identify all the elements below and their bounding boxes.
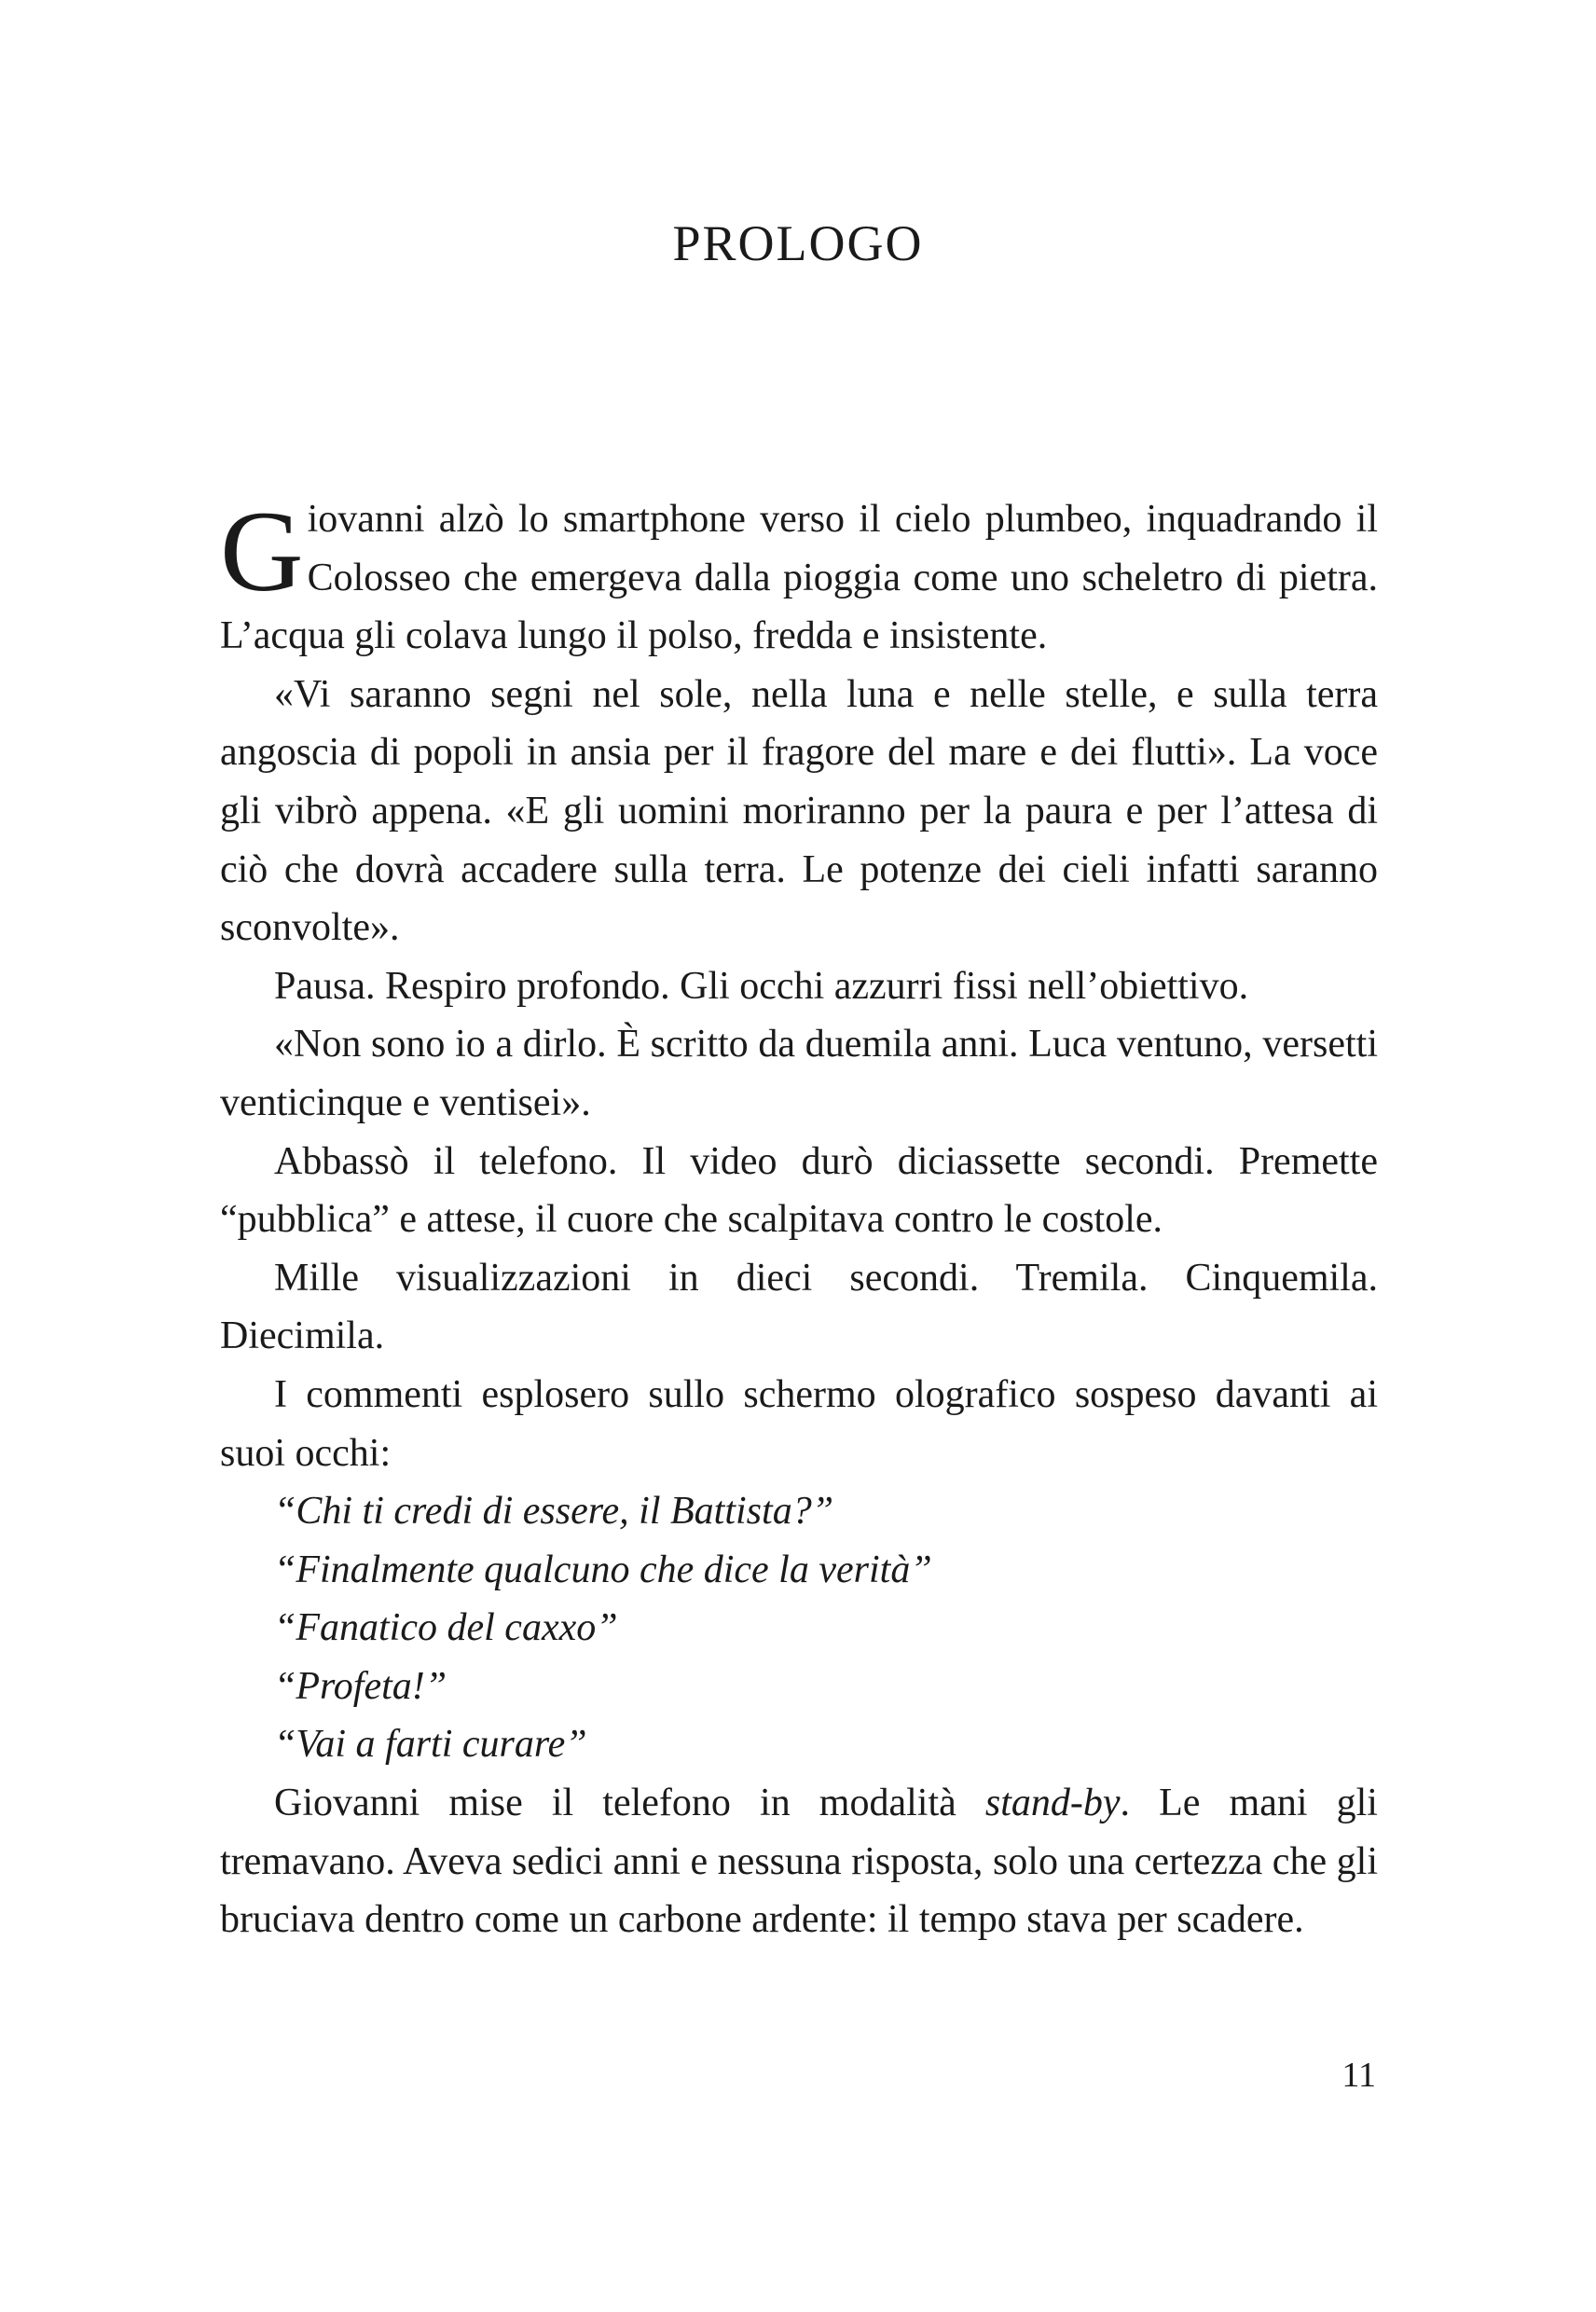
opening-paragraph <box>220 490 1378 666</box>
closing-text-end: . Le mani gli tremavano. Aveva sedici anni e nessuna risposta, solo una certezza che gli bruciava dentro come un carbone ardente: il tempo stava per scadere. <box>220 1782 1378 1942</box>
comment-line: “Chi ti credi di essere, il Battista?” <box>274 1490 834 1534</box>
paragraph-pause: Pausa. Respiro profondo. Gli occhi azzurri fissi nell’obiettivo. <box>274 964 1249 1008</box>
comment-line: “Finalmente qualcuno che dice la verità” <box>274 1548 932 1591</box>
comment-line: “Vai a farti curare” <box>274 1723 587 1767</box>
closing-paragraph <box>220 1774 1378 1949</box>
paragraph-lowered-phone: Abbassò il telefono. Il video durò diciassette secondi. Premette “pubblica” e attese, il cuore che scalpitava contro le costole. <box>220 1139 1378 1242</box>
body-text <box>220 490 1378 1949</box>
paragraph-views: Mille visualizzazioni in dieci secondi. Tremila. Cinquemila. Diecimila. <box>220 1256 1378 1358</box>
paragraph-comments-intro: I commenti esplosero sullo schermo olografico sospeso davanti ai suoi occhi: <box>220 1372 1378 1475</box>
closing-text-start: Giovanni mise il telefono in modalità <box>274 1782 985 1825</box>
comment-line: “Profeta!” <box>274 1664 447 1708</box>
chapter-title: PROLOGO <box>672 215 924 271</box>
paragraph-not-me: «Non sono io a dirlo. È scritto da duemila anni. Luca ventuno, versetti venticinque e ventisei». <box>220 1023 1378 1124</box>
page-number: 11 <box>1341 2056 1376 2095</box>
closing-italic-term: stand-by <box>984 1782 1121 1825</box>
opening-text: iovanni alzò lo smartphone verso il cielo plumbeo, inquadrando il Colosseo che emergeva dalla pioggia come uno scheletro di pietra. L’acqua gli colava lungo il polso, fredda e insistente. <box>220 498 1378 658</box>
comment-line: “Fanatico del caxxo” <box>274 1606 618 1650</box>
paragraph-quote-luke: «Vi saranno segni nel sole, nella luna e nelle stelle, e sulla terra angoscia di popoli in ansia per il fragore del mare e dei flutti». La voce gli vibrò appena. «E gli uomini moriranno per la paura e per l’attesa di ciò che dovrà accadere sulla terra. Le potenze dei cieli infatti saranno sconvolte». <box>220 672 1378 950</box>
drop-cap: G <box>220 488 304 615</box>
